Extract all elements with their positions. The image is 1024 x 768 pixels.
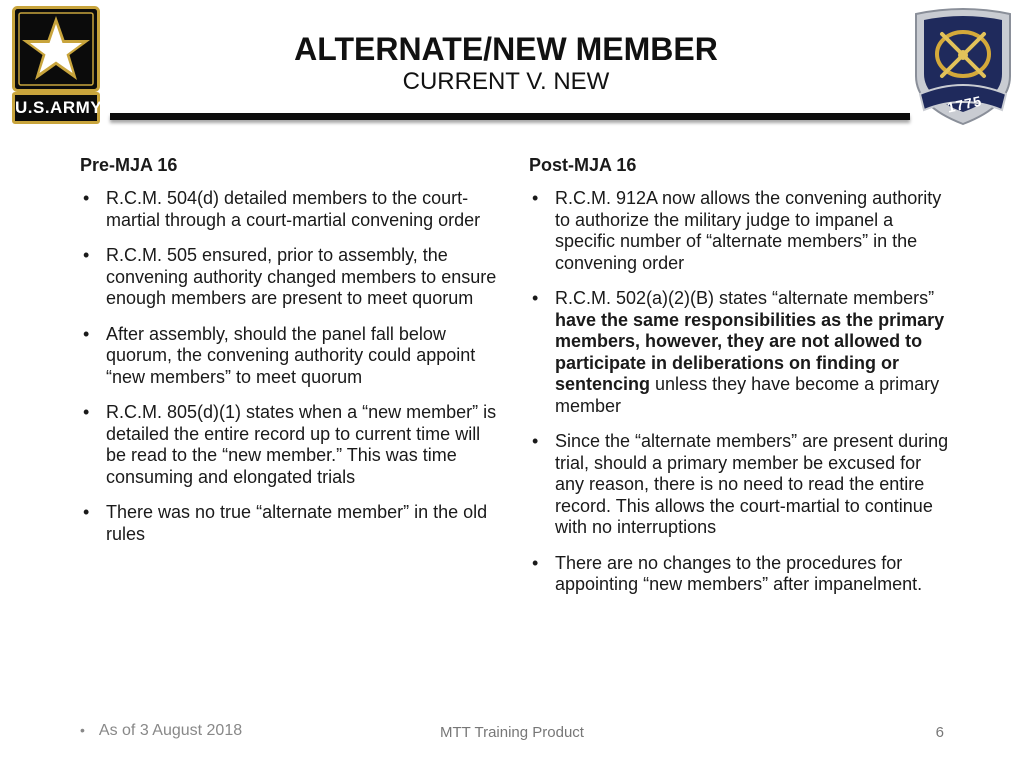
pre-mja-column [80, 154, 500, 559]
pre-mja-list [80, 188, 500, 545]
list-item-text: Since the “alternate members” are present during trial, should a primary member be excused for any reason, there is no need to read the entire record. This allows the court-martial to continue with no interruptions [555, 431, 949, 537]
pre-mja-heading: Pre-MJA 16 [80, 155, 178, 175]
list-item [80, 502, 500, 545]
list-item-text: There are no changes to the procedures for appointing “new members” after impanelment. [555, 552, 923, 594]
list-item-text-post: unless they have become a primary member [555, 374, 940, 416]
post-mja-heading: Post-MJA 16 [529, 155, 637, 175]
us-army-wordmark: U.S.ARMY [12, 92, 100, 124]
list-item [529, 431, 949, 539]
bullet-icon: • [532, 188, 539, 208]
list-item-text: R.C.M. 805(d)(1) states when a “new member” is detailed the entire record up to current time will be read to the “new member.” This was time consuming and elongated trials [106, 402, 497, 487]
army-star-icon [12, 6, 100, 92]
bullet-icon: • [83, 323, 90, 344]
footer-product-label: MTT Training Product [440, 724, 584, 741]
bullet-icon: • [532, 552, 539, 573]
slide-subtitle: CURRENT V. NEW [402, 68, 610, 95]
slide-title: ALTERNATE/NEW MEMBER [294, 31, 718, 67]
bullet-icon: • [80, 722, 85, 738]
list-item-text-pre: R.C.M. 502(a)(2)(B) states “alternate members” [555, 288, 935, 308]
bullet-icon: • [532, 431, 539, 451]
list-item [529, 553, 949, 596]
list-item-text: R.C.M. 912A now allows the convening authority to authorize the military judge to impanel a specific number of “alternate members” in the convening order [555, 188, 942, 273]
list-item-text-emphasis: have the same responsibilities as the primary members, however, they are not allowed to participate in deliberations on finding or sentencing [555, 309, 945, 394]
bullet-icon: • [83, 502, 90, 522]
list-item-text: There was no true “alternate member” in the old rules [106, 502, 488, 544]
list-item [80, 324, 500, 389]
list-item-text [555, 288, 944, 416]
footer-date-text: As of 3 August 2018 [98, 722, 243, 739]
bullet-icon: • [532, 288, 539, 308]
title-divider [110, 113, 910, 120]
bullet-icon: • [83, 402, 90, 422]
bullet-icon: • [83, 188, 90, 208]
list-item-text: After assembly, should the panel fall below quorum, the convening authority could appoint “new members” to meet quorum [106, 323, 476, 387]
list-item-text: R.C.M. 504(d) detailed members to the court-martial through a court-martial convening order [106, 188, 481, 230]
post-mja-list [529, 188, 949, 596]
list-item [529, 188, 949, 274]
list-item [80, 245, 500, 310]
list-item [80, 402, 500, 488]
list-item [529, 288, 949, 417]
list-item [80, 188, 500, 231]
bullet-icon: • [83, 245, 90, 265]
list-item-text: R.C.M. 505 ensured, prior to assembly, the convening authority changed members to ensure enough members are present to meet quorum [106, 245, 497, 308]
page-number: 6 [935, 724, 944, 741]
jag-crest-year: 1775 [945, 92, 984, 116]
post-mja-column [529, 154, 949, 610]
